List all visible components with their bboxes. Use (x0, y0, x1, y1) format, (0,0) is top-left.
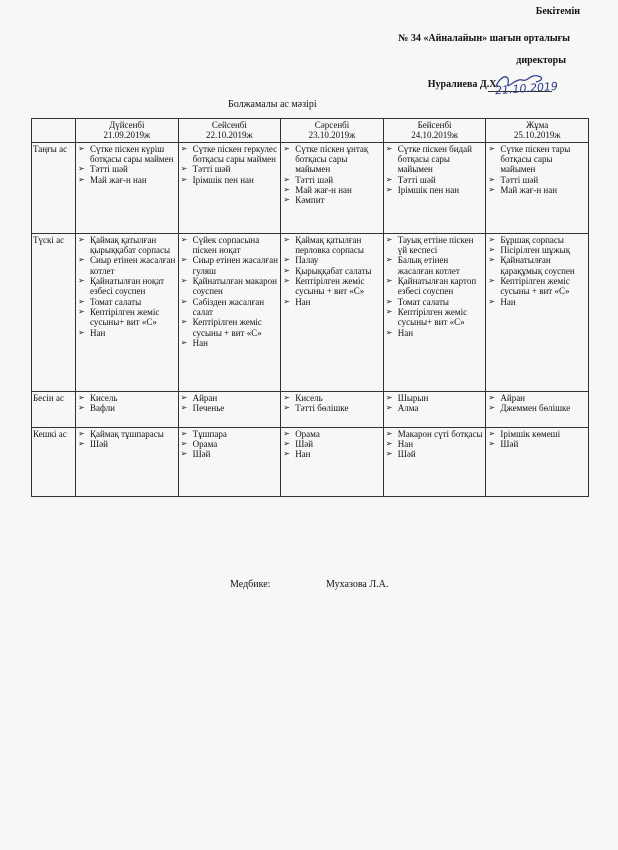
dish-item: ➢ Кисель (283, 393, 381, 403)
dish-list (181, 235, 279, 349)
menu-cell (486, 391, 589, 427)
menu-header-row (32, 119, 589, 143)
dish-item: ➢ Қаймақ қатылған перловка сорпасы (283, 235, 381, 256)
dish-item: ➢ Нан (181, 338, 279, 348)
menu-cell (486, 142, 589, 233)
dish-item: ➢ Томат салаты (386, 297, 484, 307)
dish-item: ➢ Сүтке піскен бидай ботқасы сары майымен (386, 144, 484, 175)
dish-item: ➢ Кептірілген жеміс сусыны+ вит «С» (386, 307, 484, 328)
menu-cell (383, 142, 486, 233)
dish-item: ➢ Орама (283, 429, 381, 439)
dish-item: ➢ Тәтті шәй (283, 175, 381, 185)
day-name: Дүйсенбі (109, 120, 145, 130)
dish-list (283, 393, 381, 414)
dish-item: ➢ Тұшпара (181, 429, 279, 439)
dish-item: ➢ Шәй (181, 449, 279, 459)
dish-item: ➢ Ірімшік пен нан (181, 175, 279, 185)
dish-item: ➢ Нан (386, 439, 484, 449)
menu-cell (281, 233, 384, 391)
menu-cell (281, 427, 384, 496)
dish-item: ➢ Қаймақ қатылған қырыққабат сорпасы (78, 235, 176, 256)
menu-cell (383, 233, 486, 391)
dish-item: ➢ Ірімшік пен нан (386, 185, 484, 195)
dish-item: ➢ Кәмпит (283, 195, 381, 205)
dish-list (181, 144, 279, 185)
day-name: Сейсенбі (211, 120, 247, 130)
meal-header-corner (32, 119, 76, 143)
dish-item: ➢ Ірімшік көмеші (488, 429, 586, 439)
menu-cell (76, 427, 179, 496)
menu-cell (383, 391, 486, 427)
approval-director-name: Нуралиева Д.Х. (427, 79, 499, 90)
menu-cell (76, 142, 179, 233)
dish-list (78, 144, 176, 185)
dish-list (386, 235, 484, 338)
menu-cell (178, 142, 281, 233)
dish-item: ➢ Шәй (78, 439, 176, 449)
menu-cell (281, 142, 384, 233)
approval-org: № 34 «Айналайын» шағын орталығы (398, 33, 570, 44)
day-date: 25.10.2019ж (513, 130, 561, 141)
menu-cell (383, 427, 486, 496)
dish-list (386, 144, 484, 196)
dish-item: ➢ Нан (386, 328, 484, 338)
dish-item: ➢ Орама (181, 439, 279, 449)
meal-label: Таңғы ас (32, 142, 76, 233)
day-date: 23.10.2019ж (308, 130, 356, 141)
dish-list (386, 393, 484, 414)
day-name: Жұма (526, 120, 549, 130)
dish-list (386, 429, 484, 460)
dish-list (488, 429, 586, 450)
dish-item: ➢ Нан (283, 297, 381, 307)
dish-item: ➢ Макарон сүті ботқасы (386, 429, 484, 439)
dish-list (181, 429, 279, 460)
dish-item: ➢ Тәтті бөлішке (283, 403, 381, 413)
dish-item: ➢ Сүтке піскен күріш ботқасы сары маймен (78, 144, 176, 165)
dish-item: ➢ Сиыр етінен жасалған котлет (78, 255, 176, 276)
day-header (281, 119, 384, 143)
menu-cell (486, 233, 589, 391)
menu-cell (281, 391, 384, 427)
dish-item: ➢ Шырын (386, 393, 484, 403)
dish-item: ➢ Айран (488, 393, 586, 403)
dish-list (488, 144, 586, 196)
dish-item: ➢ Нан (488, 297, 586, 307)
day-name: Бейсенбі (417, 120, 452, 130)
dish-item: ➢ Сүтке піскен геркулес ботқасы сары маймен (181, 144, 279, 165)
menu-cell (76, 391, 179, 427)
dish-item: ➢ Палау (283, 255, 381, 265)
approval-position: директоры (516, 55, 566, 66)
menu-cell (178, 391, 281, 427)
menu-table (31, 118, 589, 497)
dish-item: ➢ Май жағ-н нан (283, 185, 381, 195)
meal-label: Бесін ас (32, 391, 76, 427)
dish-list (488, 235, 586, 307)
dish-list (78, 235, 176, 338)
dish-item: ➢ Сүйек сорпасына піскен ноқат (181, 235, 279, 256)
dish-item: ➢ Шәй (386, 449, 484, 459)
dish-item: ➢ Қайнатылған макарон соуспен (181, 276, 279, 297)
dish-item: ➢ Шәй (488, 439, 586, 449)
day-date: 22.10.2019ж (206, 130, 253, 141)
nurse-label: Медбике: (230, 579, 271, 590)
dish-item: ➢ Нан (283, 449, 381, 459)
dish-item: ➢ Алма (386, 403, 484, 413)
day-header (383, 119, 486, 143)
dish-item: ➢ Қайнатылған картоп езбесі соуспен (386, 276, 484, 297)
dish-item: ➢ Пісірілген шұжық (488, 245, 586, 255)
dish-item: ➢ Тәтті шәй (386, 175, 484, 185)
signature-date: 21.10.2019 (494, 79, 559, 98)
dish-item: ➢ Вафли (78, 403, 176, 413)
dish-item: ➢ Кептірілген жеміс сусыны + вит «С» (488, 276, 586, 297)
dish-item: ➢ Май жағ-н нан (488, 185, 586, 195)
menu-cell (76, 233, 179, 391)
dish-item: ➢ Кептірілген жеміс сусыны+ вит «С» (78, 307, 176, 328)
meal-row (32, 427, 589, 496)
dish-item: ➢ Балық етінен жасалған котлет (386, 255, 484, 276)
dish-item: ➢ Бұршақ сорпасы (488, 235, 586, 245)
menu-cell (178, 427, 281, 496)
menu-cell (178, 233, 281, 391)
dish-item: ➢ Қырыққабат салаты (283, 266, 381, 276)
day-date: 24.10.2019ж (411, 130, 458, 141)
dish-list (181, 393, 279, 414)
dish-item: ➢ Сүтке піскен тары ботқасы сары майымен (488, 144, 586, 175)
meal-row (32, 233, 589, 391)
dish-item: ➢ Тәтті шәй (181, 164, 279, 174)
dish-list (283, 235, 381, 307)
dish-item: ➢ Тауық еттіне піскен үй кеспесі (386, 235, 484, 256)
dish-item: ➢ Қаймақ тұшпарасы (78, 429, 176, 439)
dish-item: ➢ Печенье (181, 403, 279, 413)
nurse-name: Мухазова Л.А. (326, 579, 389, 590)
dish-item: ➢ Кептірілген жеміс сусыны + вит «С» (181, 317, 279, 338)
day-header (178, 119, 281, 143)
dish-item: ➢ Тәтті шәй (78, 164, 176, 174)
meal-row (32, 391, 589, 427)
dish-item: ➢ Джеммен бөлішке (488, 403, 586, 413)
dish-list (78, 429, 176, 450)
dish-item: ➢ Қайнатылған қарақұмық соуспен (488, 255, 586, 276)
dish-item: ➢ Шәй (283, 439, 381, 449)
meal-row (32, 142, 589, 233)
day-date: 21.09.2019ж (103, 130, 151, 141)
day-name: Сәрсенбі (314, 120, 350, 130)
dish-item: ➢ Томат салаты (78, 297, 176, 307)
dish-item: ➢ Тәтті шәй (488, 175, 586, 185)
dish-list (78, 393, 176, 414)
dish-list (283, 144, 381, 206)
dish-item: ➢ Қайнатылған ноқат езбесі соуспен (78, 276, 176, 297)
approval-heading: Бекітемін (535, 6, 580, 17)
dish-item: ➢ Айран (181, 393, 279, 403)
dish-list (488, 393, 586, 414)
dish-item: ➢ Сүтке піскен ұнтақ ботқасы сары майымен (283, 144, 381, 175)
menu-title: Болжамалы ас мәзірі (228, 99, 317, 110)
day-header (486, 119, 589, 143)
dish-list (283, 429, 381, 460)
dish-item: ➢ Май жағ-н нан (78, 175, 176, 185)
meal-label: Кешкі ас (32, 427, 76, 496)
dish-item: ➢ Сиыр етінен жасалған гуляш (181, 255, 279, 276)
day-header (76, 119, 179, 143)
dish-item: ➢ Нан (78, 328, 176, 338)
meal-label: Түскі ас (32, 233, 76, 391)
dish-item: ➢ Сәбізден жасалған салат (181, 297, 279, 318)
dish-item: ➢ Кисель (78, 393, 176, 403)
menu-cell (486, 427, 589, 496)
dish-item: ➢ Кептірілген жеміс сусыны + вит «С» (283, 276, 381, 297)
